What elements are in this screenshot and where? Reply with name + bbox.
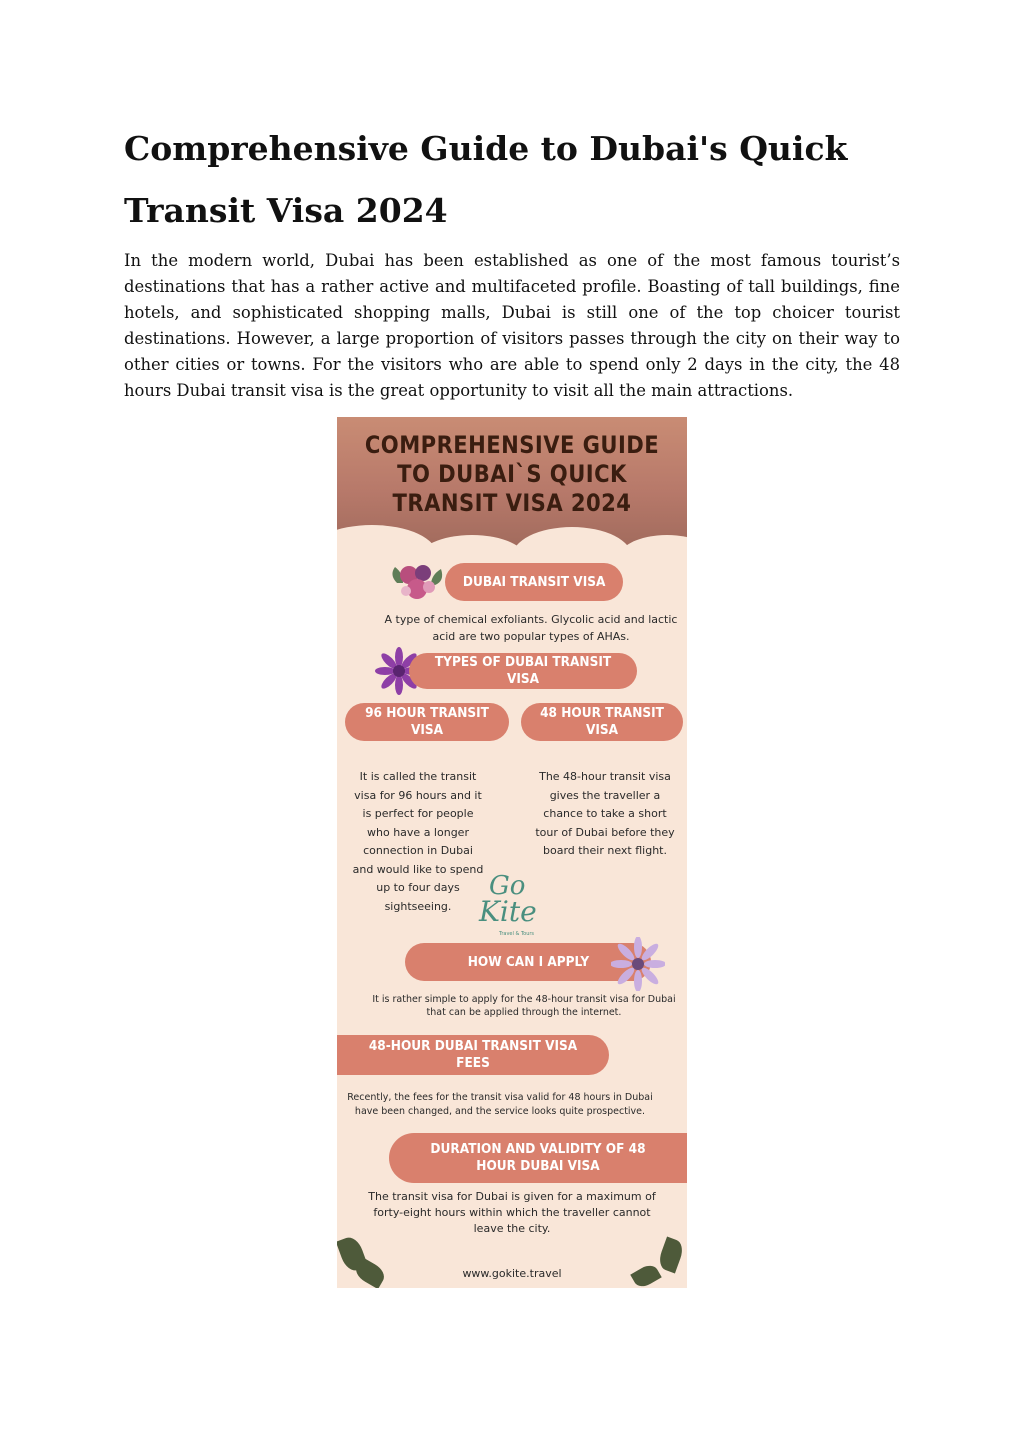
- infographic-image: [337, 417, 687, 1288]
- gokite-logo: Go Kite Travel & Tours: [479, 871, 537, 937]
- fees-heading: 48-HOUR DUBAI TRANSIT VISA FEES: [337, 1035, 609, 1075]
- fees-text: Recently, the fees for the transit visa valid for 48 hours in Dubai have been changed, and the service looks quite prospective.: [347, 1092, 653, 1117]
- visa-96-text: It is called the transit visa for 96 hours and it is perfect for people who have a longer connection in Dubai and would like to spend up to four days sightseeing.: [352, 770, 484, 913]
- dubai-transit-visa-text: A type of chemical exfoliants. Glycolic acid and lactic acid are two popular types of AHAs.: [384, 613, 678, 643]
- lavender-flower-icon: [611, 937, 665, 991]
- intro-paragraph: In the modern world, Dubai has been established as one of the most famous tourist’s destinations that has a rather active and multifaceted profile. Boasting of tall buildings, fine hotels, and sophisticated shopping malls, Dubai is still one of the top choicer tourist destinations. However, a large proportion of visitors passes through the city on their way to other cities or towns. For the visitors who are able to spend only 2 days in the city, the 48 hours Dubai transit visa is the great opportunity to visit all the main attractions.: [124, 251, 900, 400]
- types-heading: TYPES OF DUBAI TRANSIT VISA: [409, 653, 637, 689]
- duration-heading: DURATION AND VALIDITY OF 48 HOUR DUBAI VISA: [389, 1133, 687, 1183]
- duration-text: The transit visa for Dubai is given for a maximum of forty-eight hours within which the traveller cannot leave the city.: [368, 1190, 656, 1235]
- visa-48-text: The 48-hour transit visa gives the traveller a chance to take a short tour of Dubai before they board their next flight.: [535, 770, 675, 857]
- infographic-title: COMPREHENSIVE GUIDE TO DUBAI`S QUICK TRANSIT VISA 2024: [364, 431, 660, 517]
- footer-url: www.gokite.travel: [462, 1267, 562, 1280]
- how-to-apply-text: It is rather simple to apply for the 48-hour transit visa for Dubai that can be applied through the internet.: [372, 994, 676, 1018]
- dubai-transit-visa-heading: DUBAI TRANSIT VISA: [445, 563, 623, 601]
- document-title: Comprehensive Guide to Dubai's Quick Transit Visa 2024: [124, 129, 848, 230]
- flower-bouquet-icon: [389, 555, 445, 611]
- visa-48-heading: 48 HOUR TRANSIT VISA: [521, 703, 683, 741]
- infographic-header: [337, 417, 687, 552]
- visa-96-heading: 96 HOUR TRANSIT VISA: [345, 703, 509, 741]
- how-to-apply-heading: HOW CAN I APPLY: [405, 943, 651, 981]
